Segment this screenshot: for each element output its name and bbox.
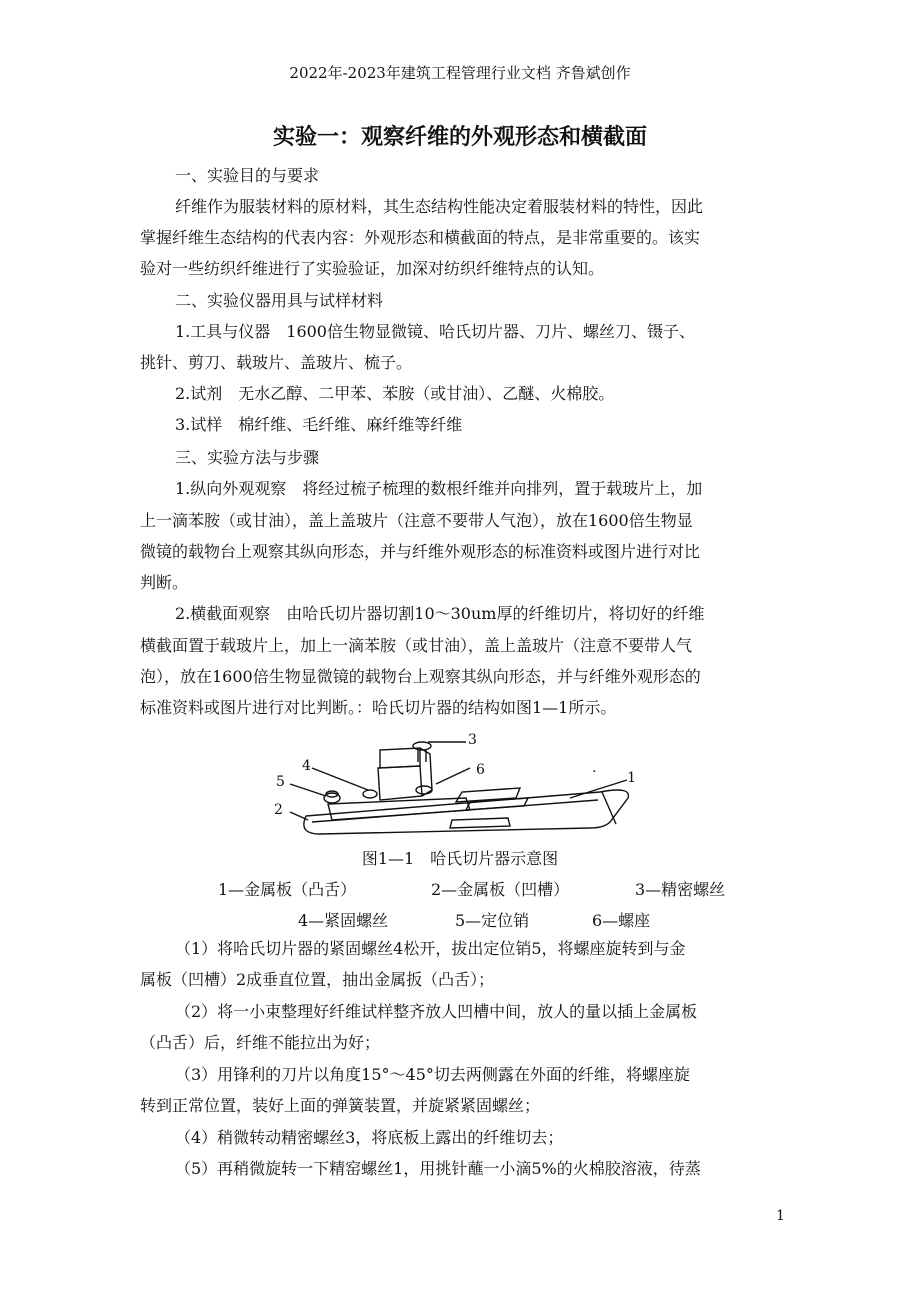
- page-header: 2022年-2023年建筑工程管理行业文档 齐鲁斌创作: [289, 64, 631, 82]
- paragraph-line: 上一滴苯胺（或甘油），盖上盖玻片（注意不要带人气泡），放在1600倍生物显: [140, 511, 693, 530]
- step-line: （凸舌）后，纤维不能拉出为好；: [140, 1033, 381, 1052]
- paragraph-line: 判断。: [140, 573, 189, 592]
- section-heading: 二、实验仪器用具与试样材料: [175, 291, 384, 310]
- legend-item: 6—螺座: [592, 911, 651, 930]
- legend-item: 4—紧固螺丝: [298, 911, 389, 930]
- paragraph-line: 2.试剂 无水乙醇、二甲苯、苯胺（或甘油）、乙醚、火棉胶。: [175, 384, 615, 403]
- microtome-figure: [270, 728, 640, 844]
- paragraph-line: 纤维作为服装材料的原材料，其生态结构性能决定着服装材料的特性，因此: [175, 197, 704, 216]
- figure-label-4: 4: [302, 758, 311, 774]
- figure-caption: 图1—1 哈氏切片器示意图: [361, 849, 559, 868]
- legend-item: 3—精密螺丝: [635, 880, 726, 899]
- page-number: 1: [776, 1208, 785, 1224]
- page-title: 实验一：观察纤维的外观形态和横截面: [272, 125, 647, 150]
- figure-label-6: 6: [476, 762, 485, 778]
- legend-item: 5—定位销: [455, 911, 530, 930]
- step-line: 属板（凹槽）2成垂直位置，抽出金属扳（凸舌）；: [140, 970, 495, 989]
- paragraph-line: 掌握纤维生态结构的代表内容：外观形态和横截面的特点，是非常重要的。该实: [140, 228, 701, 247]
- step-line: （4）稍微转动精密螺丝3，将底板上露出的纤维切去；: [175, 1128, 564, 1147]
- paragraph-line: 1.工具与仪器 1600倍生物显微镜、哈氏切片器、刀片、螺丝刀、镊子、: [175, 322, 695, 341]
- figure-label-5: 5: [276, 774, 285, 790]
- figure-label-1: 1: [627, 770, 636, 786]
- legend-item: 2—金属板（凹槽）: [431, 880, 570, 899]
- paragraph-line: 挑针、剪刀、载玻片、盖玻片、梳子。: [140, 353, 413, 372]
- figure-dot: ·: [592, 764, 597, 780]
- section-heading: 一、实验目的与要求: [175, 166, 320, 185]
- step-line: （3）用锋利的刀片以角度15°～45°切去两侧露在外面的纤维，将螺座旋: [175, 1065, 690, 1084]
- figure-label-2: 2: [274, 802, 283, 818]
- section-heading: 三、实验方法与步骤: [175, 448, 320, 467]
- figure-label-3: 3: [468, 732, 477, 748]
- paragraph-line: 微镜的载物台上观察其纵向形态，并与纤维外观形态的标准资料或图片进行对比: [140, 542, 701, 561]
- paragraph-line: 标准资料或图片进行对比判断。：哈氏切片器的结构如图1—1所示。: [140, 698, 617, 717]
- paragraph-line: 横截面置于载玻片上，加上一滴苯胺（或甘油），盖上盖玻片（注意不要带人气: [140, 636, 693, 655]
- paragraph-line: 泡），放在1600倍生物显微镜的载物台上观察其纵向形态，并与纤维外观形态的: [140, 667, 701, 686]
- paragraph-line: 1.纵向外观观察 将经过梳子梳理的数根纤维并向排列，置于载玻片上，加: [175, 479, 703, 498]
- step-line: 转到正常位置，装好上面的弹簧装置，并旋紧紧固螺丝；: [140, 1096, 541, 1115]
- legend-item: 1—金属板（凸舌）: [218, 880, 357, 899]
- paragraph-line: 验对一些纺织纤维进行了实验验证，加深对纺织纤维特点的认知。: [140, 259, 605, 278]
- paragraph-line: 2.横截面观察 由哈氏切片器切割10～30um厚的纤维切片，将切好的纤维: [175, 604, 705, 623]
- step-line: （5）再稍微旋转一下精窑螺丝1，用挑针蘸一小滴5%的火棉胶溶液，待蒸: [175, 1159, 701, 1178]
- paragraph-line: 3.试样 棉纤维、毛纤维、麻纤维等纤维: [175, 415, 463, 434]
- step-line: （1）将哈氏切片器的紧固螺丝4松开，拔出定位销5，将螺座旋转到与金: [175, 939, 686, 958]
- step-line: （2）将一小束整理好纤维试样整齐放人凹槽中间，放人的量以插上金属板: [175, 1002, 698, 1021]
